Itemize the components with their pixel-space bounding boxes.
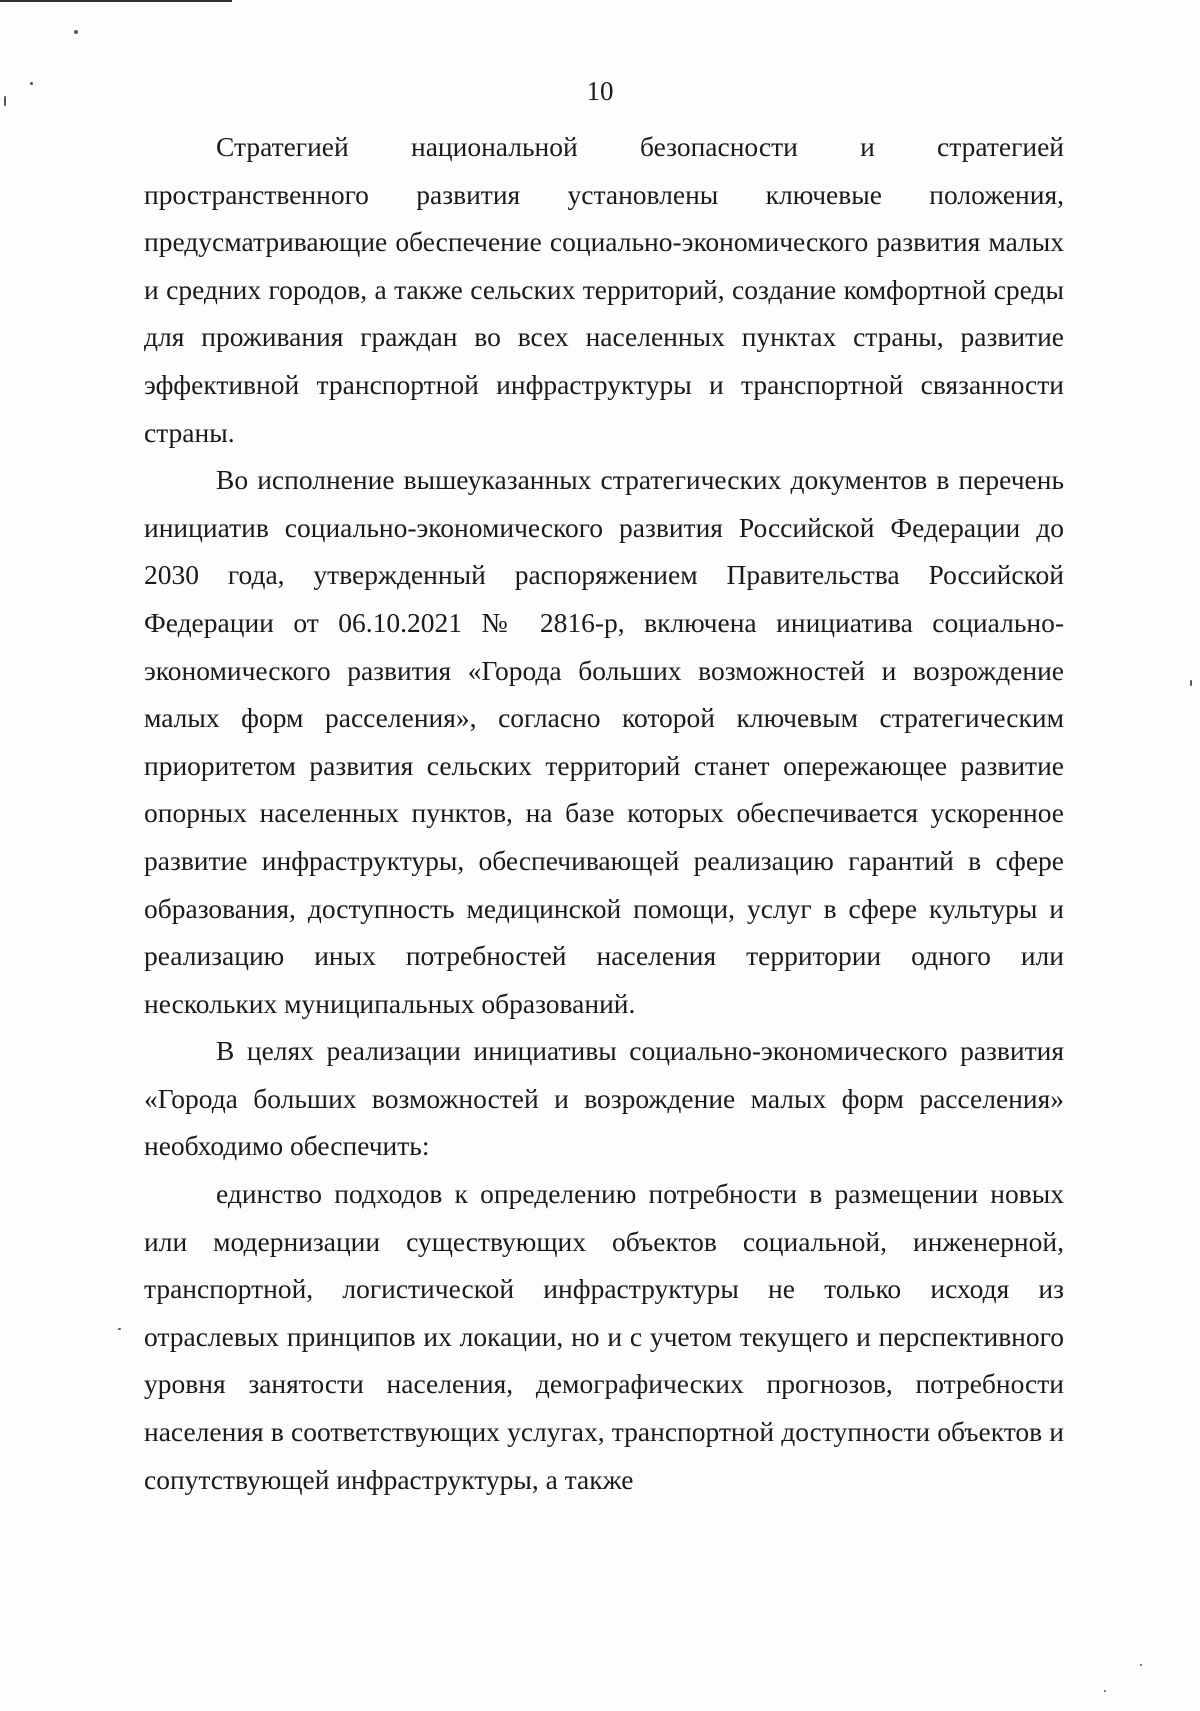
- scan-speck: [1190, 680, 1192, 686]
- scan-speck: [1140, 1664, 1142, 1666]
- document-body: [144, 123, 1064, 1503]
- paragraph-implementation-goals: В целях реализации инициативы социально-экономического развития «Города больших возможностей и возрождение малых форм расселения» необходимо обеспечить:: [144, 1035, 1064, 1162]
- scan-speck: [74, 30, 78, 34]
- scan-speck: [1104, 1690, 1106, 1692]
- scan-speck: [118, 1328, 121, 1330]
- top-rule: [0, 0, 232, 2]
- scan-speck: [4, 96, 6, 106]
- paragraph-strategy-provisions: Стратегией национальной безопасности и стратегией пространственного развития установлены ключевые положения, предусматривающие обеспечение социально-экономического развития малых и средних городов, а также сельских территорий, создание комфортной среды для проживания граждан во всех населенных пунктах страны, развитие эффективной транспортной инфраструктуры и транспортной связанности страны.: [144, 131, 1064, 448]
- paragraph-unified-approaches: единство подходов к определению потребности в размещении новых или модернизации существующих объектов социальной, инженерной, транспортной, логистической инфраструктуры не только исходя из отраслевых принципов их локации, но и с учетом текущего и перспективного уровня занятости населения, демографических прогнозов, потребности населения в соответствующих услугах, транспортной доступности объектов и сопутствующей инфраструктуры, а также: [144, 1178, 1064, 1495]
- scan-speck: [30, 82, 33, 85]
- page-number: 10: [586, 76, 614, 106]
- paragraph-initiative-list: Во исполнение вышеуказанных стратегических документов в перечень инициатив социально-экономического развития Российской Федерации до 2030 года, утвержденный распоряжением Правительства Российской Федерации от 06.10.2021 № 2816-р, включена инициатива социально-экономического развития «Города больших возможностей и возрождение малых форм расселения», согласно которой ключевым стратегическим приоритетом развития сельских территорий станет опережающее развитие опорных населенных пунктов, на базе которых обеспечивается ускоренное развитие инфраструктуры, обеспечивающей реализацию гарантий в сфере образования, доступность медицинской помощи, услуг в сфере культуры и реализацию иных потребностей населения территории одного или нескольких муниципальных образований.: [144, 464, 1064, 1019]
